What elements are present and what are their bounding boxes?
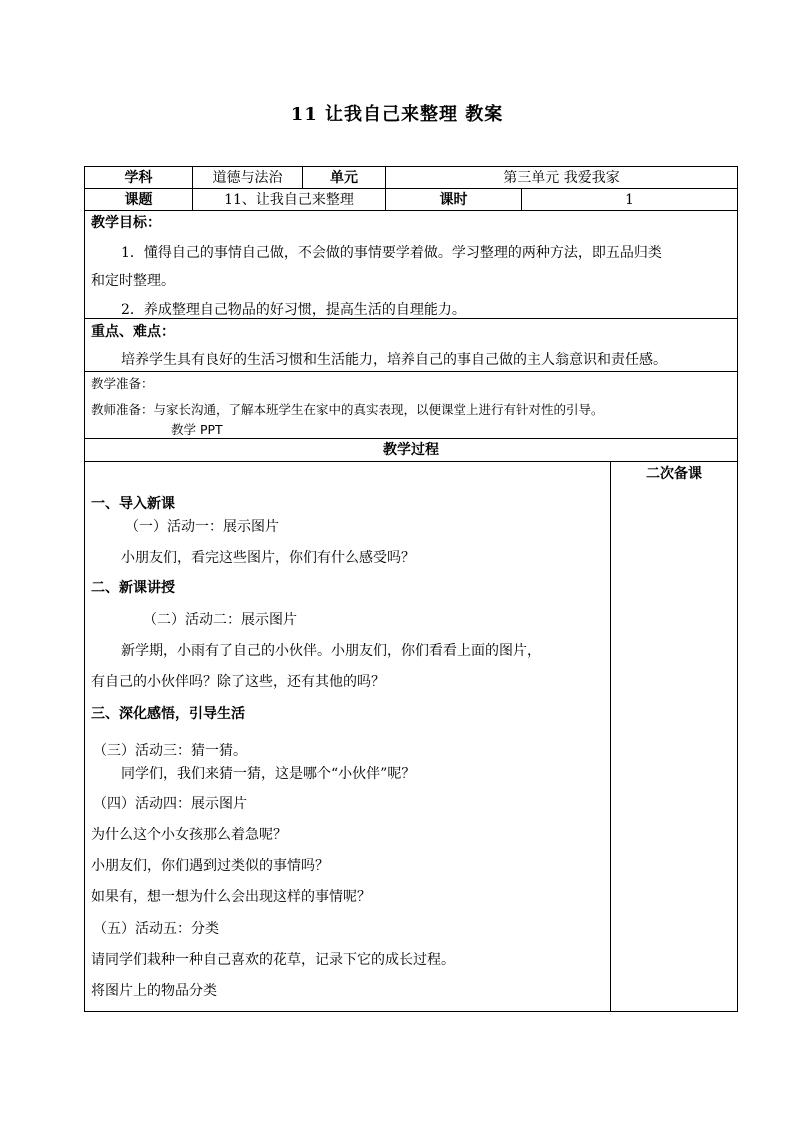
prep-ppt: 教学 PPT bbox=[171, 422, 223, 437]
section-3: 三、深化感悟，引导生活 bbox=[91, 706, 245, 722]
paragraph-4a: 为什么这个小女孩那么着急呢？ bbox=[91, 827, 287, 843]
subject-label: 学科 bbox=[124, 170, 153, 186]
paragraph-3: 同学们，我们来猜一猜，这是哪个“小伙伴”呢？ bbox=[121, 766, 416, 782]
prep-heading: 教学准备： bbox=[91, 376, 154, 391]
unit-label: 单元 bbox=[330, 170, 358, 186]
paragraph-5b: 将图片上的物品分类 bbox=[91, 983, 217, 999]
goal-1: 1．懂得自己的事情自己做，不会做的事情要学着做。学习整理的两种方法，即五品归类 bbox=[121, 245, 662, 261]
row-divider bbox=[85, 210, 737, 211]
paragraph-4c: 如果有，想一想为什么会出现这样的事情呢？ bbox=[91, 889, 371, 905]
section-2: 二、新课讲授 bbox=[91, 580, 175, 596]
paragraph-1: 小朋友们，看完这些图片，你们有什么感受吗？ bbox=[121, 550, 415, 566]
process-heading: 教学过程 bbox=[383, 442, 439, 458]
lesson-plan-table bbox=[84, 166, 738, 1012]
teacher-prep: 教师准备：与家长沟通，了解本班学生在家中的真实表现，以便课堂上进行有针对性的引导。 bbox=[91, 402, 604, 417]
lesson-value: 11、让我自己来整理 bbox=[224, 192, 354, 208]
goal-2: 2．养成整理自己物品的好习惯，提高生活的自理能力。 bbox=[121, 302, 466, 318]
hours-value: 1 bbox=[625, 192, 634, 208]
row-divider bbox=[85, 461, 737, 462]
document-title: 11 让我自己来整理 教案 bbox=[290, 104, 504, 125]
col-divider bbox=[610, 461, 611, 1011]
activity-4: （四）活动四：展示图片 bbox=[93, 796, 247, 812]
lesson-label: 课题 bbox=[124, 192, 153, 208]
subject-value: 道德与法治 bbox=[212, 170, 283, 186]
hours-label: 课时 bbox=[439, 192, 468, 208]
activity-5: （五）活动五：分类 bbox=[93, 921, 219, 937]
paragraph-5a: 请同学们栽种一种自己喜欢的花草，记录下它的成长过程。 bbox=[91, 952, 455, 968]
row-divider bbox=[85, 371, 737, 372]
activity-3: （三）活动三：猜一猜。 bbox=[93, 743, 247, 759]
key-points-heading: 重点、难点： bbox=[91, 324, 175, 340]
activity-1: （一）活动一：展示图片 bbox=[125, 519, 279, 535]
activity-2: （二）活动二：展示图片 bbox=[143, 612, 297, 628]
key-points-text: 培养学生具有良好的生活习惯和生活能力，培养自己的事自己做的主人翁意识和责任感。 bbox=[121, 352, 667, 368]
paragraph-2a: 新学期，小雨有了自己的小伙伴。小朋友们，你们看看上面的图片， bbox=[121, 643, 541, 659]
goals-heading: 教学目标： bbox=[91, 215, 161, 231]
paragraph-4b: 小朋友们，你们遇到过类似的事情吗？ bbox=[91, 858, 329, 874]
section-1: 一、导入新课 bbox=[91, 496, 175, 512]
paragraph-2b: 有自己的小伙伴吗？除了这些，还有其他的吗？ bbox=[91, 674, 385, 690]
goal-1-continued: 和定时整理。 bbox=[91, 273, 175, 289]
second-prep-heading: 二次备课 bbox=[646, 466, 702, 482]
row-divider bbox=[85, 188, 737, 189]
unit-value: 第三单元 我爱我家 bbox=[503, 170, 620, 186]
